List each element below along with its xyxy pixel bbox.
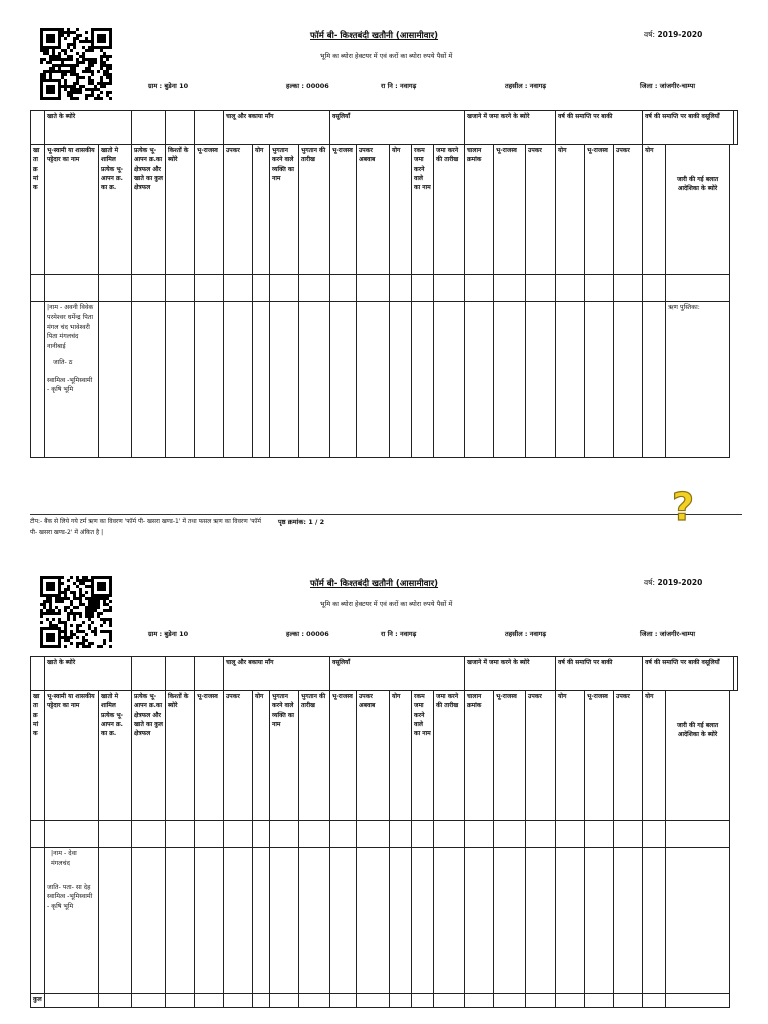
hdr-khate: खाते के ब्योरे <box>45 657 132 691</box>
col-chalan: चालान क्रमांक <box>465 691 494 821</box>
col-bhu-rajasv-4: भू-राजस्व <box>585 145 614 275</box>
halka: हल्का : 00006 <box>286 630 329 638</box>
owner-caste: जाति- ठ <box>53 358 73 366</box>
col-upkar-2: उपकर <box>526 691 556 821</box>
total-row <box>31 994 738 1008</box>
hdr-khate: खाते के ब्योरे <box>45 111 132 145</box>
table-row <box>31 302 738 458</box>
jila: जिला : जांजगीर-चाम्पा <box>640 82 696 90</box>
gram: ग्राम : बुडेना 10 <box>148 630 189 638</box>
khatauni-table <box>30 656 738 1008</box>
col-upkar-abwab: उपकर अबवाब <box>357 145 390 275</box>
page-number: पृष्ठ क्रमांक: 1 / 2 <box>278 518 325 526</box>
gram: ग्राम : बुडेना 10 <box>148 82 189 90</box>
col-rakam: रकम जमा करने वाले का नाम <box>412 145 434 275</box>
khatauni-table <box>30 110 738 458</box>
owner-cell <box>45 848 99 994</box>
col-yog: योग <box>253 145 270 275</box>
year: वर्ष: 2019-2020 <box>644 30 703 39</box>
remarks: ऋण पुस्तिका: <box>666 302 730 458</box>
table-row <box>31 821 738 848</box>
halka: हल्का : 00006 <box>286 82 329 90</box>
qr-code-icon <box>40 28 112 100</box>
qr-code-icon <box>40 576 112 648</box>
col-bhugtan-wale: भुगतान करने वाले व्यक्ति का नाम <box>270 691 299 821</box>
col-bhugtan-tarikh: भुगतान की तारीख <box>299 691 330 821</box>
col-yog: योग <box>253 691 270 821</box>
col-bhugtan-wale: भुगतान करने वाले व्यक्ति का नाम <box>270 145 299 275</box>
question-mark-icon[interactable] <box>668 488 698 524</box>
col-upkar-2: उपकर <box>526 145 556 275</box>
col-kishton: किश्तों के ब्योरे <box>166 145 195 275</box>
col-jama-tarikh: जमा करने की तारीख <box>434 145 465 275</box>
owner-status: स्वामित्व -भूमिस्वामी - कृषि भूमि <box>47 893 93 910</box>
col-bhugtan-tarikh: भुगतान की तारीख <box>299 145 330 275</box>
ra-ni: रा नि : नवागढ़ <box>381 82 417 90</box>
owner-caste: जाति- पता- सा देह <box>47 883 91 891</box>
ra-ni: रा नि : नवागढ़ <box>381 630 417 638</box>
owner-cell <box>45 302 99 458</box>
form-subtitle: भूमि का ब्योरा हेक्टयर में एवं करों का ब्योरा रुपये पैसों में <box>320 52 453 60</box>
col-bhu-rajasv-4: भू-राजस्व <box>585 691 614 821</box>
col-upkar-abwab: उपकर अबवाब <box>357 691 390 821</box>
form-title: फॉर्म बी- किश्तबंदी खतौनी (आसामीवार) <box>310 579 439 589</box>
table-row <box>31 275 738 302</box>
hdr-varsh-baki: वर्ष की समाप्ति पर बाकी <box>556 111 643 145</box>
col-yog-4: योग <box>643 145 666 275</box>
year: वर्ष: 2019-2020 <box>644 578 703 587</box>
col-upkar-3: उपकर <box>614 691 643 821</box>
col-upkar: उपकर <box>224 145 253 275</box>
col-chalan: चालान क्रमांक <box>465 145 494 275</box>
col-khata-kramank: खाता क्रमांक <box>31 691 45 821</box>
table-row <box>31 848 738 994</box>
col-pratyek: प्रत्येक भू-आपन क्र.का क्षेत्रफल और खाते का कुल क्षेत्रफल <box>132 145 166 275</box>
col-bhu-rajasv: भू-राजस्व <box>195 691 224 821</box>
col-bhu-rajasv-3: भू-राजस्व <box>494 691 526 821</box>
col-upkar-3: उपकर <box>614 145 643 275</box>
col-jari: जारी की गई बलात आदेशिका के ब्योरे <box>666 691 730 821</box>
hdr-chalu: चालू और बकाया माँग <box>224 111 330 145</box>
col-yog-4: योग <box>643 691 666 821</box>
col-bhu-rajasv-3: भू-राजस्व <box>494 145 526 275</box>
hdr-varsh-vasooliyan: वर्ष की समाप्ति पर बाकी वसूलियाँ <box>643 657 734 691</box>
col-rakam: रकम जमा करने वाले का नाम <box>412 691 434 821</box>
tahsil: तहसील : नवागढ़ <box>505 630 546 638</box>
col-upkar: उपकर <box>224 691 253 821</box>
col-yog-2: योग <box>390 691 412 821</box>
col-bhuswami: भू-स्वामी या शासकीय पट्टेदार का नाम <box>45 145 99 275</box>
col-bhu-rajasv-2: भू-राजस्व <box>330 145 357 275</box>
col-bhu-rajasv: भू-राजस्व <box>195 145 224 275</box>
total-label: कुल <box>31 994 45 1008</box>
col-khata-kramank: खाता क्रमांक <box>31 145 45 275</box>
hdr-khajane: खजाने में जमा करने के ब्योरे <box>465 111 556 145</box>
owner-name: |नाम - अवनी विवेक परमेश्वर धर्मेन्द्र पिता मंगल चंद भावेश्वरी पिता मंगलचंद नानीबाई <box>47 304 94 350</box>
col-khato-me: खातो मे शामिल प्रत्येक भू-आपन क्र. का क्र. <box>99 145 132 275</box>
hdr-khajane: खजाने में जमा करने के ब्योरे <box>465 657 556 691</box>
owner-name: |नाम - देवा मंगलचंद <box>51 850 77 867</box>
col-yog-3: योग <box>556 691 585 821</box>
owner-status: स्वामित्व -भूमिस्वामी - कृषि भूमि <box>47 376 93 394</box>
hdr-vasooliyan: वसूलियाँ <box>330 111 465 145</box>
col-yog-3: योग <box>556 145 585 275</box>
svg-text:?: ? <box>671 488 695 524</box>
col-bhuswami: भू-स्वामी या शासकीय पट्टेदार का नाम <box>45 691 99 821</box>
col-jama-tarikh: जमा करने की तारीख <box>434 691 465 821</box>
col-pratyek: प्रत्येक भू-आपन क्र.का क्षेत्रफल और खाते का कुल क्षेत्रफल <box>132 691 166 821</box>
form-subtitle: भूमि का ब्योरा हेक्टयर में एवं करों का ब्योरा रुपये पैसों में <box>320 600 453 608</box>
col-bhu-rajasv-2: भू-राजस्व <box>330 691 357 821</box>
col-jari: जारी की गई बलात आदेशिका के ब्योरे <box>666 145 730 275</box>
jila: जिला : जांजगीर-चाम्पा <box>640 630 696 638</box>
hdr-vasooliyan: वसूलियाँ <box>330 657 465 691</box>
hdr-chalu: चालू और बकाया माँग <box>224 657 330 691</box>
hdr-varsh-vasooliyan: वर्ष की समाप्ति पर बाकी वसूलियाँ <box>643 111 734 145</box>
col-kishton: किश्तों के ब्योरे <box>166 691 195 821</box>
tahsil: तहसील : नवागढ़ <box>505 82 546 90</box>
divider <box>30 514 742 515</box>
col-yog-2: योग <box>390 145 412 275</box>
form-title: फॉर्म बी- किश्तबंदी खतौनी (आसामीवार) <box>310 31 439 41</box>
hdr-varsh-baki: वर्ष की समाप्ति पर बाकी <box>556 657 643 691</box>
col-khato-me: खातो मे शामिल प्रत्येक भू-आपन क्र. का क्र. <box>99 691 132 821</box>
footer-note: टीप:- बैंक से लिये गये टर्म ऋण का विवरण 'फॉर्म पी- खसरा खण्ड-1' में तथा फसल ऋण का विवरण 'फॉर्म पी- खसरा खण्ड-2' में अंकित है | <box>30 518 262 536</box>
